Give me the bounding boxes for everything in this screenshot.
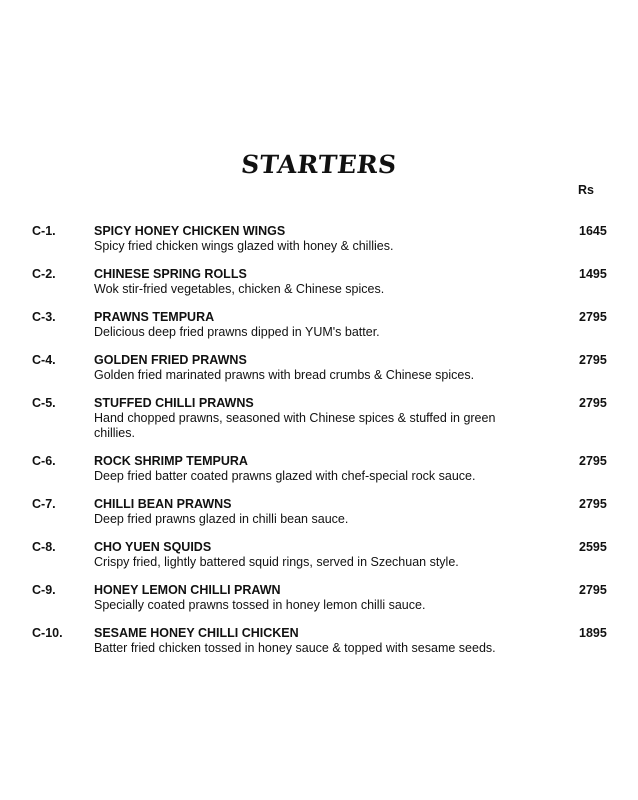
item-code: C-5. — [32, 396, 56, 410]
item-name: PRAWNS TEMPURA — [94, 310, 215, 324]
item-code: C-9. — [32, 583, 56, 597]
item-code: C-2. — [32, 267, 56, 281]
item-code: C-8. — [32, 540, 56, 554]
item-name: SESAME HONEY CHILLI CHICKEN — [94, 626, 299, 640]
menu-item — [0, 583, 638, 613]
item-code: C-7. — [32, 497, 56, 511]
menu-item — [0, 310, 638, 340]
item-description: Spicy fried chicken wings glazed with honey & chillies. — [94, 239, 394, 253]
item-name: GOLDEN FRIED PRAWNS — [94, 353, 247, 367]
item-code: C-6. — [32, 454, 56, 468]
item-price: 1495 — [579, 267, 607, 281]
item-description: Hand chopped prawns, seasoned with Chinese spices & stuffed in green chillies. — [94, 411, 496, 440]
menu-item — [0, 224, 638, 254]
item-code: C-1. — [32, 224, 56, 238]
item-name: CHILLI BEAN PRAWNS — [94, 497, 232, 511]
item-price: 2595 — [579, 540, 607, 554]
item-code: C-3. — [32, 310, 56, 324]
item-description: Wok stir-fried vegetables, chicken & Chinese spices. — [94, 282, 385, 296]
menu-list — [0, 224, 638, 669]
menu-item — [0, 497, 638, 527]
item-price: 2795 — [579, 353, 607, 367]
item-description: Batter fried chicken tossed in honey sauce & topped with sesame seeds. — [94, 641, 496, 655]
item-code: C-4. — [32, 353, 56, 367]
item-price: 2795 — [579, 310, 607, 324]
page-title: STARTERS — [239, 150, 399, 179]
menu-item — [0, 454, 638, 484]
item-code: C-10. — [32, 626, 63, 640]
item-price: 2795 — [579, 396, 607, 410]
item-name: HONEY LEMON CHILLI PRAWN — [94, 583, 281, 597]
currency-label: Rs — [578, 183, 594, 197]
item-name: STUFFED CHILLI PRAWNS — [94, 396, 254, 410]
item-price: 2795 — [579, 497, 607, 511]
item-description: Deep fried prawns glazed in chilli bean sauce. — [94, 512, 349, 526]
item-price: 1645 — [579, 224, 607, 238]
item-description: Specially coated prawns tossed in honey lemon chilli sauce. — [94, 598, 426, 612]
item-name: SPICY HONEY CHICKEN WINGS — [94, 224, 286, 238]
item-name: CHO YUEN SQUIDS — [94, 540, 212, 554]
menu-item — [0, 396, 638, 441]
item-name: ROCK SHRIMP TEMPURA — [94, 454, 248, 468]
item-description: Delicious deep fried prawns dipped in YUM's batter. — [94, 325, 380, 339]
menu-item — [0, 267, 638, 297]
menu-item — [0, 353, 638, 383]
menu-item — [0, 540, 638, 570]
menu-item — [0, 626, 638, 656]
item-price: 1895 — [579, 626, 607, 640]
item-description: Golden fried marinated prawns with bread crumbs & Chinese spices. — [94, 368, 475, 382]
item-description: Crispy fried, lightly battered squid rings, served in Szechuan style. — [94, 555, 459, 569]
item-name: CHINESE SPRING ROLLS — [94, 267, 247, 281]
item-price: 2795 — [579, 583, 607, 597]
item-description: Deep fried batter coated prawns glazed with chef-special rock sauce. — [94, 469, 476, 483]
item-price: 2795 — [579, 454, 607, 468]
